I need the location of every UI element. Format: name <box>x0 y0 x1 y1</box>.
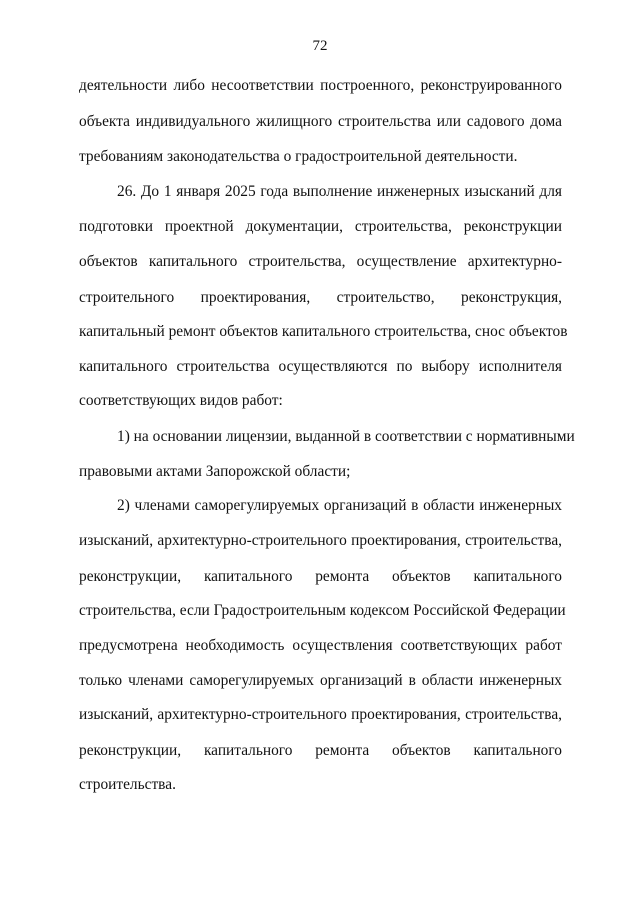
text-line: только членами саморегулируемых организаций в области инженерных <box>79 672 562 689</box>
text-line: реконструкции, капитального ремонта объектов капитального <box>79 742 562 759</box>
text-line: объекта индивидуального жилищного строительства или садового дома <box>79 113 562 130</box>
text-line: реконструкции, капитального ремонта объектов капитального <box>79 568 562 585</box>
text-line: строительства. <box>79 776 176 793</box>
text-line: изысканий, архитектурно-строительного проектирования, строительства, <box>79 706 562 723</box>
text-line: 2) членами саморегулируемых организаций в области инженерных <box>117 497 562 514</box>
text-line: предусмотрена необходимость осуществления соответствующих работ <box>79 637 562 654</box>
text-line: подготовки проектной документации, строительства, реконструкции <box>79 218 562 235</box>
text-line: капитальный ремонт объектов капитального строительства, снос объектов <box>79 323 568 340</box>
text-line: 26. До 1 января 2025 года выполнение инженерных изысканий для <box>117 183 562 200</box>
text-line: строительства, если Градостроительным кодексом Российской Федерации <box>79 602 566 619</box>
text-line: деятельности либо несоответствии построенного, реконструированного <box>79 77 562 94</box>
text-line: 1) на основании лицензии, выданной в соответствии с нормативными <box>117 428 575 445</box>
text-line: соответствующих видов работ: <box>79 392 283 409</box>
text-line: объектов капитального строительства, осуществление архитектурно- <box>79 253 562 270</box>
text-line: правовыми актами Запорожской области; <box>79 463 351 480</box>
text-line: строительного проектирования, строительство, реконструкция, <box>79 289 562 306</box>
text-line: требованиям законодательства о градостроительной деятельности. <box>79 148 518 165</box>
page-number: 72 <box>312 38 328 54</box>
text-line: капитального строительства осуществляются по выбору исполнителя <box>79 358 562 375</box>
text-line: изысканий, архитектурно-строительного проектирования, строительства, <box>79 532 562 549</box>
